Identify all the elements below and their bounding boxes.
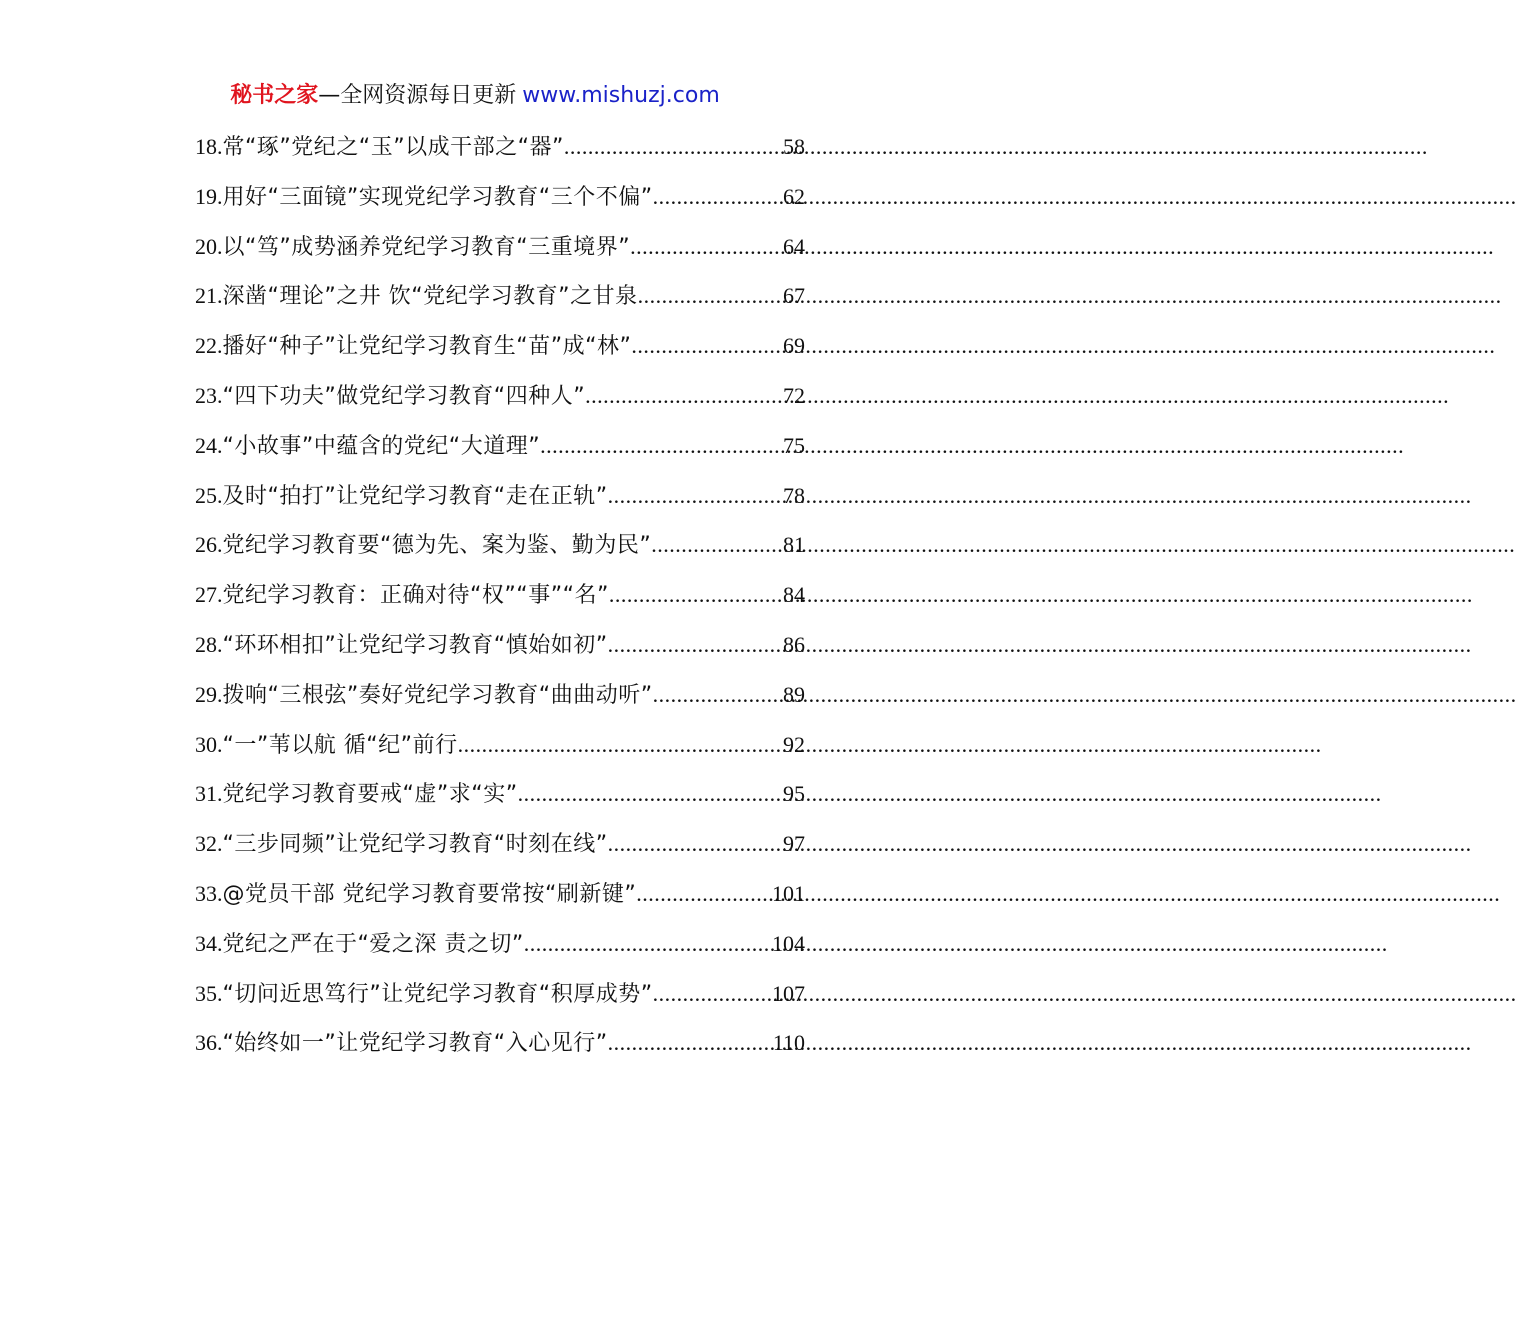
toc-entry-number: 31.	[195, 781, 223, 807]
toc-entry-number: 21.	[195, 283, 223, 309]
toc-entry[interactable]	[195, 528, 805, 578]
toc-entry-title: “四下功夫”做党纪学习教育“四种人”	[222, 383, 586, 409]
toc-entry-number: 30.	[195, 731, 223, 757]
toc-entry-number: 27.	[195, 582, 223, 608]
toc-entry-title: 党纪学习教育：正确对待“权”“事”“名”	[222, 583, 609, 609]
toc-entry-page-number: 69	[783, 333, 805, 359]
toc-entry[interactable]	[195, 130, 805, 180]
toc-entry-number: 18.	[195, 134, 223, 159]
toc-entry-title: “环环相扣”让党纪学习教育“慎始如初”	[222, 632, 608, 658]
toc-entry[interactable]	[195, 429, 805, 479]
page-header	[0, 80, 950, 112]
toc-entry-page-number: 110	[772, 1030, 805, 1056]
toc-entry-title: “小故事”中蕴含的党纪“大道理”	[222, 433, 541, 459]
toc-entry-title: “三步同频”让党纪学习教育“时刻在线”	[222, 832, 608, 858]
toc-entry[interactable]	[195, 728, 805, 778]
toc-dot-leader	[608, 1026, 773, 1060]
toc-entry-page-number: 107	[772, 980, 805, 1006]
toc-dot-leader	[524, 927, 772, 961]
toc-entry-page-number: 58	[783, 134, 805, 159]
toc-dot-leader	[636, 877, 772, 911]
toc-entry-number: 35.	[195, 980, 223, 1006]
toc-dot-leader	[608, 827, 783, 861]
toc-entry-title: 及时“拍打”让党纪学习教育“走在正轨”	[222, 483, 608, 509]
toc-entry[interactable]	[195, 877, 805, 927]
toc-entry-number: 36.	[195, 1030, 223, 1056]
toc-dot-leader	[651, 528, 783, 562]
toc-entry-title: 以“笃”成势涵养党纪学习教育“三重境界”	[222, 234, 631, 260]
toc-dot-leader	[540, 429, 783, 463]
toc-entry-number: 28.	[195, 631, 223, 657]
toc-entry[interactable]	[195, 628, 805, 678]
toc-entry-number: 32.	[195, 831, 223, 857]
toc-entry-title: 党纪学习教育要“德为先、案为鉴、勤为民”	[222, 533, 652, 559]
toc-dot-leader	[653, 977, 772, 1011]
toc-dot-leader	[630, 230, 783, 264]
toc-entry[interactable]	[195, 479, 805, 529]
toc-dot-leader	[608, 628, 783, 662]
toc-entry-number: 26.	[195, 532, 223, 558]
header-tagline: —全网资源每日更新	[318, 83, 517, 108]
toc-dot-leader	[653, 180, 783, 214]
toc-entry-page-number: 67	[783, 283, 805, 309]
table-of-contents	[195, 130, 805, 1076]
toc-entry-title: @党员干部 党纪学习教育要常按“刷新键”	[222, 881, 637, 907]
toc-dot-leader	[564, 130, 783, 164]
toc-entry-page-number: 97	[783, 831, 805, 857]
toc-dot-leader	[518, 777, 783, 811]
toc-entry[interactable]	[195, 927, 805, 977]
toc-entry-page-number: 86	[783, 631, 805, 657]
toc-entry-number: 23.	[195, 382, 223, 408]
toc-entry-page-number: 64	[783, 233, 805, 259]
toc-dot-leader	[631, 329, 783, 363]
toc-entry[interactable]	[195, 977, 805, 1027]
toc-entry-title: 深凿“理论”之井 饮“党纪学习教育”之甘泉	[222, 284, 638, 310]
toc-entry[interactable]	[195, 1026, 805, 1076]
toc-entry-page-number: 84	[783, 582, 805, 608]
toc-entry-page-number: 72	[783, 382, 805, 408]
toc-dot-leader	[458, 728, 783, 762]
toc-entry-title: 用好“三面镜”实现党纪学习教育“三个不偏”	[222, 184, 653, 210]
toc-entry-number: 20.	[195, 233, 223, 259]
toc-entry[interactable]	[195, 678, 805, 728]
toc-entry-title: 播好“种子”让党纪学习教育生“苗”成“林”	[222, 334, 632, 360]
toc-entry-number: 34.	[195, 930, 223, 956]
brand-name: 秘书之家	[230, 83, 319, 108]
toc-entry-number: 22.	[195, 333, 223, 359]
toc-dot-leader	[608, 479, 783, 513]
toc-entry-page-number: 62	[783, 183, 805, 209]
toc-entry[interactable]	[195, 578, 805, 628]
toc-entry-page-number: 75	[783, 432, 805, 458]
toc-entry-title: “一”苇以航 循“纪”前行	[222, 732, 458, 758]
toc-entry-title: 常“琢”党纪之“玉”以成干部之“器”	[222, 135, 564, 160]
toc-entry[interactable]	[195, 329, 805, 379]
toc-dot-leader	[609, 578, 783, 612]
toc-dot-leader	[638, 279, 783, 313]
toc-entry-title: “切问近思笃行”让党纪学习教育“积厚成势”	[222, 981, 653, 1007]
toc-entry-page-number: 95	[783, 781, 805, 807]
toc-dot-leader	[653, 678, 783, 712]
toc-entry[interactable]	[195, 279, 805, 329]
toc-entry-page-number: 104	[772, 930, 805, 956]
toc-entry-page-number: 78	[783, 482, 805, 508]
toc-entry-title: “始终如一”让党纪学习教育“入心见行”	[222, 1031, 608, 1057]
toc-entry-title: 党纪之严在于“爱之深 责之切”	[222, 931, 524, 957]
toc-entry-page-number: 89	[783, 681, 805, 707]
site-url-link[interactable]: www.mishuzj.com	[522, 83, 720, 108]
toc-entry-page-number: 92	[783, 731, 805, 757]
toc-entry[interactable]	[195, 827, 805, 877]
toc-entry-title: 党纪学习教育要戒“虚”求“实”	[222, 782, 518, 808]
toc-entry[interactable]	[195, 379, 805, 429]
toc-entry-number: 19.	[195, 183, 223, 209]
toc-dot-leader	[585, 379, 783, 413]
toc-entry-number: 25.	[195, 482, 223, 508]
toc-entry-page-number: 81	[783, 532, 805, 558]
toc-entry-number: 33.	[195, 880, 223, 906]
toc-entry[interactable]	[195, 777, 805, 827]
toc-entry-title: 拨响“三根弦”奏好党纪学习教育“曲曲动听”	[222, 682, 653, 708]
toc-entry[interactable]	[195, 180, 805, 230]
toc-entry-number: 29.	[195, 681, 223, 707]
toc-entry[interactable]	[195, 230, 805, 280]
toc-entry-page-number: 101	[772, 880, 805, 906]
toc-entry-number: 24.	[195, 432, 223, 458]
